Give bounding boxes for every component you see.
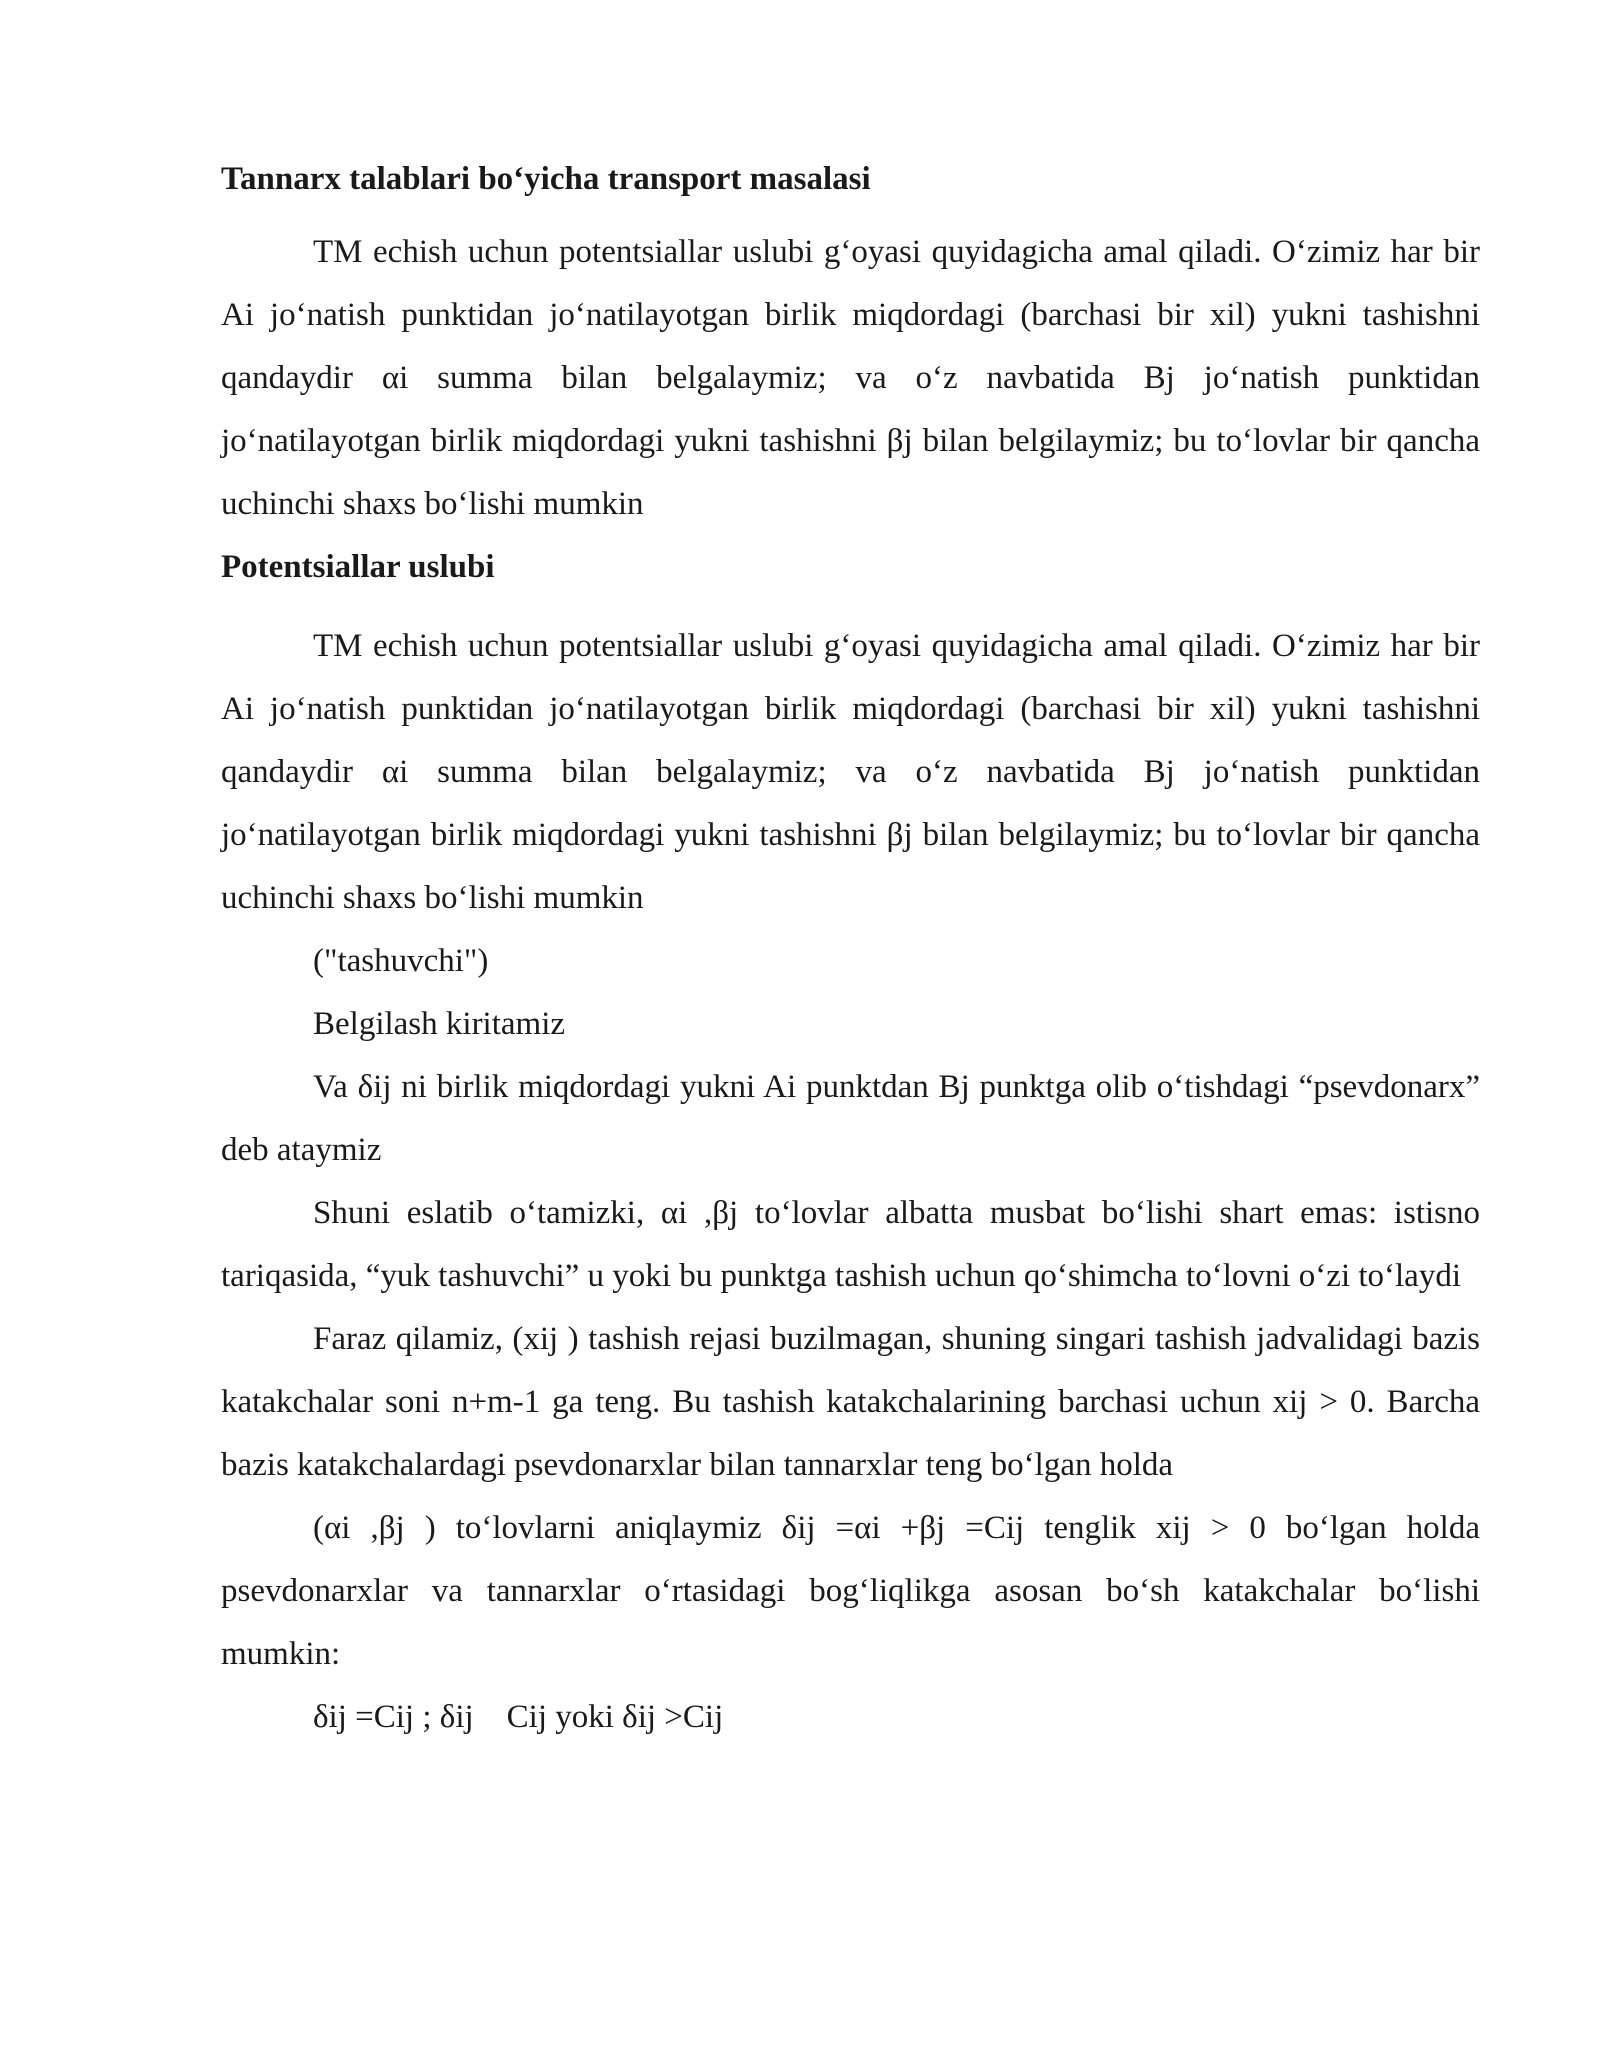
- section-heading-potentsiallar: Potentsiallar uslubi: [221, 549, 495, 585]
- paragraph-potentsiallar-intro: TM echish uchun potentsiallar uslubi g‘oyasi quyidagicha amal qiladi. O‘zimiz har bir Ai jo‘natish punktidan jo‘natilayotgan birlik miqdordagi (barchasi bir xil) yukni tashishni qandaydir αi summa bilan belgalaymiz; va o‘z navbatida Bj jo‘natish punktidan jo‘natilayotgan birlik miqdordagi yukni tashishni βj bilan belgilaymiz; bu to‘lovlar bir qancha uchinchi shaxs bo‘lishi mumkin: [221, 234, 1480, 522]
- section-heading-tannarx: Tannarx talablari bo‘yicha transport masalasi: [221, 161, 871, 197]
- paragraph-psevdonarx: Va δij ni birlik miqdordagi yukni Ai punktdan Bj punktga olib o‘tishdagi “psevdonarx” deb ataymiz: [221, 1069, 1480, 1168]
- paragraph-shuni-eslatib: Shuni eslatib o‘tamizki, αi ,βj to‘lovlar albatta musbat bo‘lishi shart emas: istisno tariqasida, “yuk tashuvchi” u yoki bu punktga tashish uchun qo‘shimcha to‘lovni o‘zi to‘laydi: [221, 1195, 1480, 1294]
- paragraph-faraz-qilamiz: Faraz qilamiz, (xij ) tashish rejasi buzilmagan, shuning singari tashish jadvalidagi bazis katakchalar soni n+m-1 ga teng. Bu tashish katakchalarining barchasi uchun xij > 0. Barcha bazis katakchalardagi psevdonarxlar bilan tannarxlar teng bo‘lgan holda: [221, 1321, 1480, 1483]
- paragraph-tolovlarni-aniqlaymiz: (αi ,βj ) to‘lovlarni aniqlaymiz δij =αi +βj =Cij tenglik xij > 0 bo‘lgan holda psevdonarxlar va tannarxlar o‘rtasidagi bog‘liqlikga asosan bo‘sh katakchalar bo‘lishi mumkin:: [221, 1510, 1480, 1672]
- paragraph-tashuvchi: ("tashuvchi"): [313, 943, 489, 979]
- paragraph-belgilash: Belgilash kiritamiz: [313, 1006, 566, 1042]
- formula-line: δij =Cij ; δij Cij yoki δij >Cij: [313, 1699, 724, 1735]
- document-page: [221, 148, 1480, 1749]
- paragraph-potentsiallar-repeat: TM echish uchun potentsiallar uslubi g‘oyasi quyidagicha amal qiladi. O‘zimiz har bir Ai jo‘natish punktidan jo‘natilayotgan birlik miqdordagi (barchasi bir xil) yukni tashishni qandaydir αi summa bilan belgalaymiz; va o‘z navbatida Bj jo‘natish punktidan jo‘natilayotgan birlik miqdordagi yukni tashishni βj bilan belgilaymiz; bu to‘lovlar bir qancha uchinchi shaxs bo‘lishi mumkin: [221, 628, 1480, 916]
